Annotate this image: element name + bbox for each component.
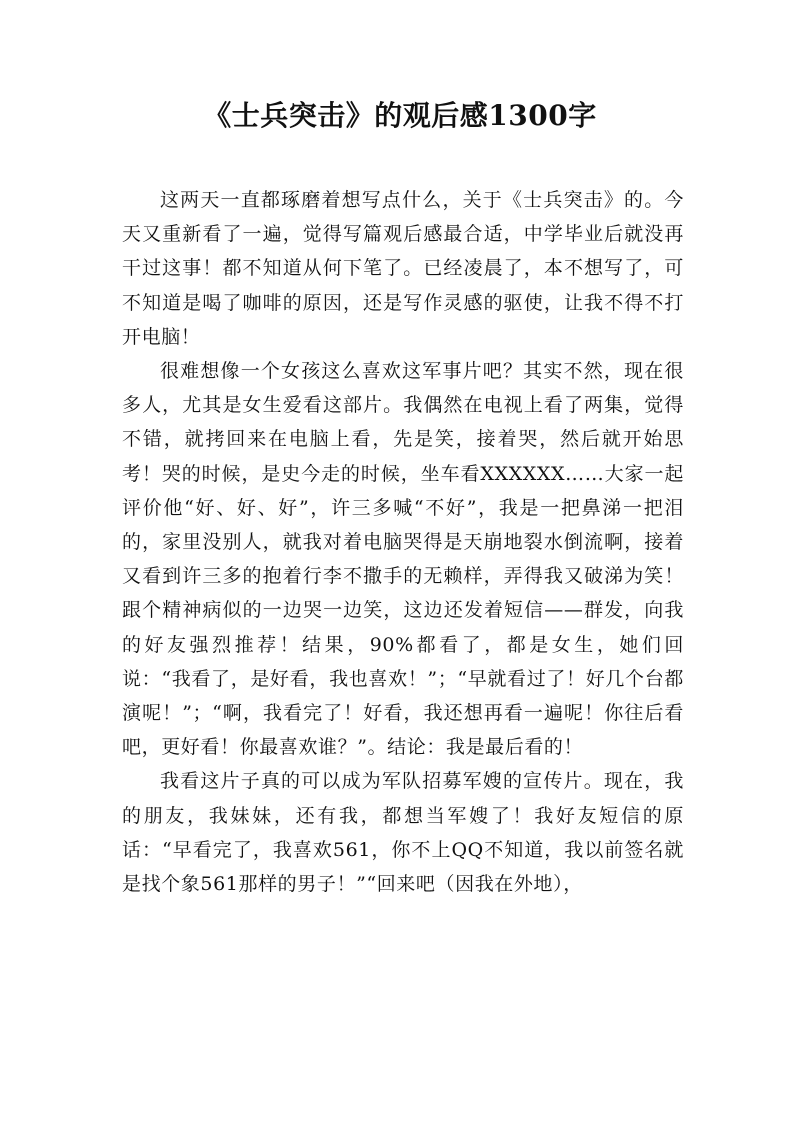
paragraph: 我看这片子真的可以成为军队招募军嫂的宣传片。现在，我的朋友，我妹妹，还有我，都想当军嫂了！我好友短信的原话：“早看完了，我喜欢561，你不上QQ不知道，我以前签名就是找个象561那样的男子！”“回来吧（因我在外地）， bbox=[122, 770, 684, 896]
document-title: 《士兵突击》的观后感1300字 bbox=[203, 99, 597, 132]
paragraph: 这两天一直都琢磨着想写点什么，关于《士兵突击》的。今天又重新看了一遍，觉得写篇观后感最合适，中学毕业后就没再干过这事！都不知道从何下笔了。已经凌晨了，本不想写了，可不知道是喝了咖啡的原因，还是写作灵感的驱使，让我不得不打开电脑！ bbox=[122, 189, 684, 348]
document-body bbox=[122, 183, 684, 901]
paragraph: 很难想像一个女孩这么喜欢这军事片吧？其实不然，现在很多人，尤其是女生爱看这部片。我偶然在电视上看了两集，觉得不错，就拷回来在电脑上看，先是笑，接着哭，然后就开始思考！哭的时候，是史今走的时候，坐车看XXXXXX……大家一起评价他“好、好、好”，许三多喊“不好”，我是一把鼻涕一把泪的，家里没别人，就我对着电脑哭得是天崩地裂水倒流啊，接着又看到许三多的抱着行李不撒手的无赖样，弄得我又破涕为笑！跟个精神病似的一边哭一边笑，这边还发着短信——群发，向我的好友强烈推荐！结果，90%都看了，都是女生，她们回说：“我看了，是好看，我也喜欢！”；“早就看过了！好几个台都演呢！”；“啊，我看完了！好看，我还想再看一遍呢！你往后看吧，更好看！你最喜欢谁？”。结论：我是最后看的！ bbox=[122, 360, 684, 759]
